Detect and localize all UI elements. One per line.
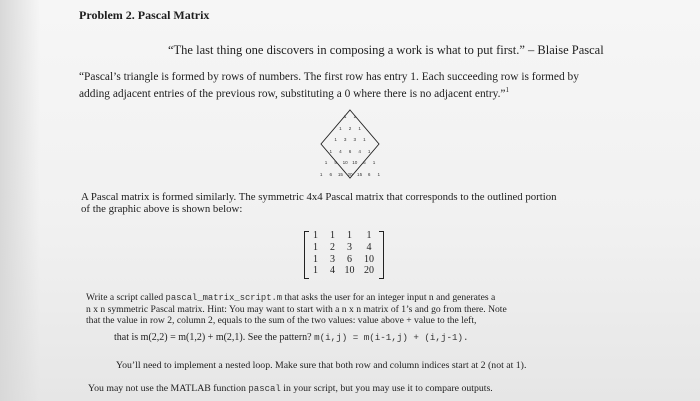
triangle-entry: 20 [347,171,353,177]
matrix-cell: 1 [330,230,335,241]
triangle-entry: 15 [337,171,343,177]
matrix-cell: 6 [347,253,352,265]
matrix-cell: 3 [347,241,352,253]
triangle-entry: 1 [334,137,337,142]
task-line-3: that the value in row 2, column 2, equals to the sum of the two values: value above + value to the left, [86,315,477,326]
triangle-entry: 2 [348,125,352,131]
pascal-triangle-graphic [300,108,400,182]
task-line-2: n x n symmetric Pascal matrix. Hint: You may want to start with a n x n matrix of 1’s and go from there. Note [86,304,507,315]
triangle-entry: 1 [339,125,342,131]
triangle-entry: 6 [329,171,333,177]
matrix-intro-paragraph [81,191,557,215]
triangle-entry: 5 [363,160,366,165]
pascal-function-code: pascal [248,383,281,394]
matrix-cell: 1 [347,230,352,241]
matrix-cell: 2 [330,241,335,253]
matrix-cell: 4 [366,241,372,253]
triangle-entry: 1 [367,148,371,154]
triangle-entry: 1 [358,125,361,131]
triangle-entry: 1 [372,160,376,165]
intro-line-1: “Pascal’s triangle is formed by rows of numbers. The first row has entry 1. Each succeeding row is formed by [79,71,579,83]
triangle-entry: 1 [329,148,333,154]
matrix-intro-line-1: A Pascal matrix is formed similarly. The symmetric 4x4 Pascal matrix that corresponds to the outlined portion [81,191,557,203]
matrix-row [307,254,380,265]
triangle-entry: 1 [377,171,381,177]
problem-heading: Problem 2. Pascal Matrix [79,8,210,22]
intro-paragraph [79,71,579,101]
matlab-restriction-line [88,383,493,394]
intro-line-2-text: adding adjacent entries of the previous row, substituting a 0 where there is no adjacent entry.” [79,87,506,100]
triangle-entry: 1 [343,114,347,119]
matrix-cell: 10 [344,265,355,277]
matrix-cell: 1 [313,230,318,241]
matrix-row [307,230,380,241]
matrix-cell: 3 [330,253,335,265]
matrix-cell: 1 [313,253,318,265]
triangle-entry: 10 [352,160,358,165]
intro-line-2 [79,84,579,101]
triangle-entry: 4 [358,148,361,154]
nested-loop-line: You’ll need to implement a nested loop. Make sure that both row and column indices start at 2 (not at 1). [116,360,527,371]
pascal-quote: “The last thing one discovers in composing a work is what to put first.” – Blaise Pascal [168,43,604,57]
matrix-cell: 20 [364,265,374,277]
matrix-row [307,242,380,253]
footnote-marker: 1 [505,86,509,94]
task-paragraph [86,292,507,326]
matrix-intro-line-2: of the graphic above is shown below: [81,203,243,215]
pattern-code: m(i,j) = m(i-1,j) + (i,j-1). [314,332,469,343]
restriction-text-a: You may not use the MATLAB function [88,383,249,394]
task-line-1b: that asks the user for an integer input n and generates a [282,292,496,303]
matrix-cell: 1 [313,241,318,253]
triangle-entry: 1 [324,160,328,165]
matrix-cell: 4 [330,265,335,277]
triangle-entry: 4 [339,148,342,154]
triangle-entry: 1 [353,114,357,119]
matrix-cell: 1 [366,230,372,241]
triangle-entry: 1 [363,137,366,142]
triangle-entry: 10 [342,160,348,165]
pascal-matrix [304,229,384,279]
matrix-cell: 10 [364,253,374,265]
triangle-entry: 6 [367,171,371,177]
task-line-1a: Write a script called [86,292,166,303]
matrix-cell: 1 [313,265,318,277]
pattern-line [114,332,469,343]
task-line-1 [86,292,507,304]
triangle-entry: 5 [334,160,337,165]
triangle-entry: 6 [348,148,352,154]
triangle-entry: 3 [343,137,347,142]
pattern-text: that is m(2,2) = m(1,2) + m(2,1). See the pattern? [114,332,312,343]
script-name-code: pascal_matrix_script.m [165,293,283,303]
triangle-entry: 1 [319,171,323,177]
triangle-entry: 15 [357,171,363,177]
triangle-entry: 3 [353,137,357,142]
matrix-row [307,265,380,276]
triangle-outline-diamond [321,110,379,178]
restriction-text-b: in your script, but you may use it to compare outputs. [280,383,493,394]
